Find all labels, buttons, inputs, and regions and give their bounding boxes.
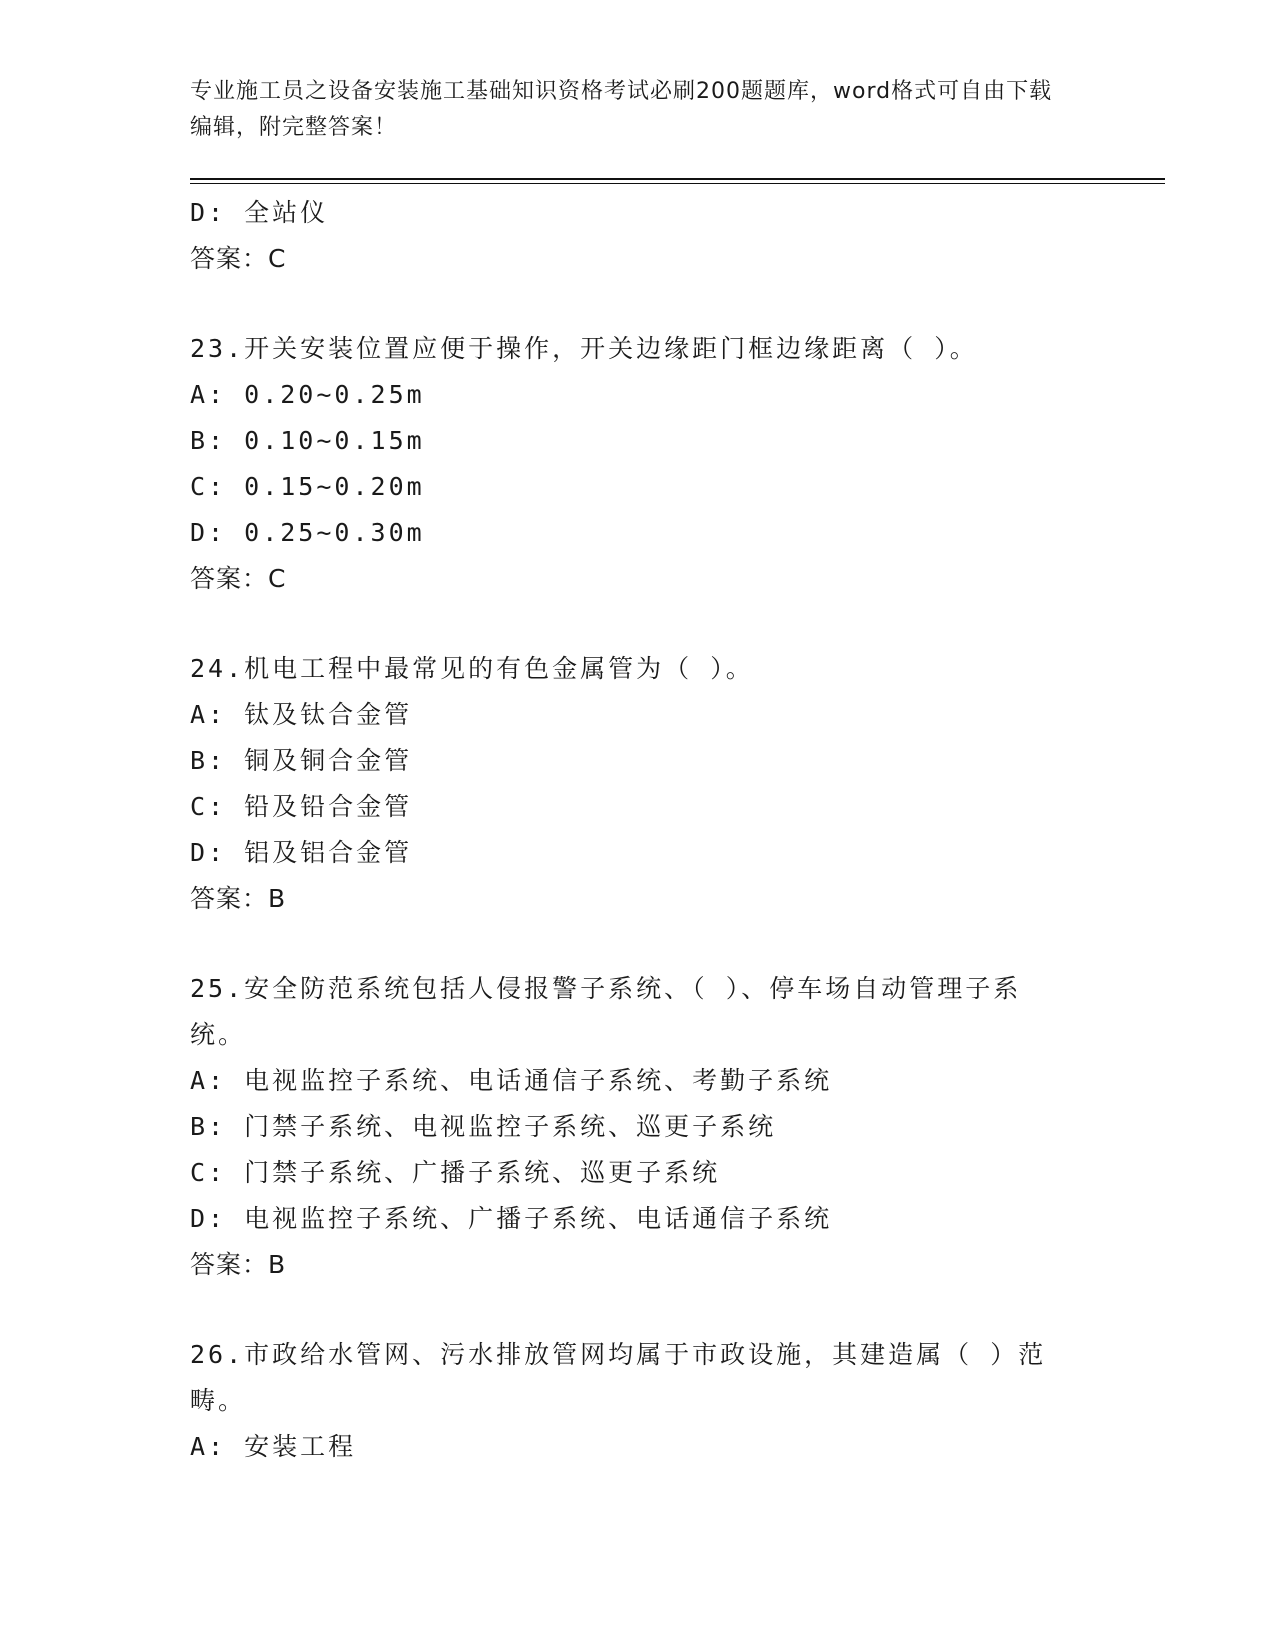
spacer: [190, 1288, 1070, 1332]
question-24-option-b: B: 铜及铜合金管: [190, 746, 413, 775]
spacer: [190, 602, 1070, 646]
question-23-option-c: C: 0.15~0.20m: [190, 472, 425, 501]
question-24-option-c: C: 铅及铅合金管: [190, 792, 413, 821]
question-25-option-a: A: 电视监控子系统、电话通信子系统、考勤子系统: [190, 1066, 833, 1095]
question-23-option-a: A: 0.20~0.25m: [190, 380, 425, 409]
document-header: 专业施工员之设备安装施工基础知识资格考试必刷200题题库，word格式可自由下载编辑，附完整答案！: [190, 79, 1053, 140]
question-26-stem: 26.市政给水管网、污水排放管网均属于市政设施，其建造属（ ）范畴。: [190, 1340, 1047, 1415]
question-24-stem: 24.机电工程中最常见的有色金属管为（ ）。: [190, 654, 754, 683]
answer-line: 答案：C: [190, 244, 287, 273]
question-24-option-d: D: 铝及铝合金管: [190, 838, 413, 867]
option-d: D: 全站仪: [190, 198, 329, 227]
header-divider-thick: [190, 178, 1165, 180]
question-24-answer: 答案：B: [190, 884, 287, 913]
question-content: [190, 190, 1070, 1470]
question-23-stem: 23.开关安装位置应便于操作，开关边缘距门框边缘距离（ ）。: [190, 334, 978, 363]
question-25-option-b: B: 门禁子系统、电视监控子系统、巡更子系统: [190, 1112, 777, 1141]
question-23-answer: 答案：C: [190, 564, 287, 593]
header-divider-thin: [190, 183, 1165, 184]
question-23-option-b: B: 0.10~0.15m: [190, 426, 425, 455]
question-25-answer: 答案：B: [190, 1250, 287, 1279]
spacer: [190, 282, 1070, 326]
question-25-option-c: C: 门禁子系统、广播子系统、巡更子系统: [190, 1158, 721, 1187]
question-23-option-d: D: 0.25~0.30m: [190, 518, 425, 547]
spacer: [190, 922, 1070, 966]
question-25-option-d: D: 电视监控子系统、广播子系统、电话通信子系统: [190, 1204, 833, 1233]
question-25-stem: 25.安全防范系统包括人侵报警子系统、（ ）、停车场自动管理子系统。: [190, 974, 1022, 1049]
question-26-option-a: A: 安装工程: [190, 1432, 357, 1461]
question-24-option-a: A: 钛及钛合金管: [190, 700, 413, 729]
